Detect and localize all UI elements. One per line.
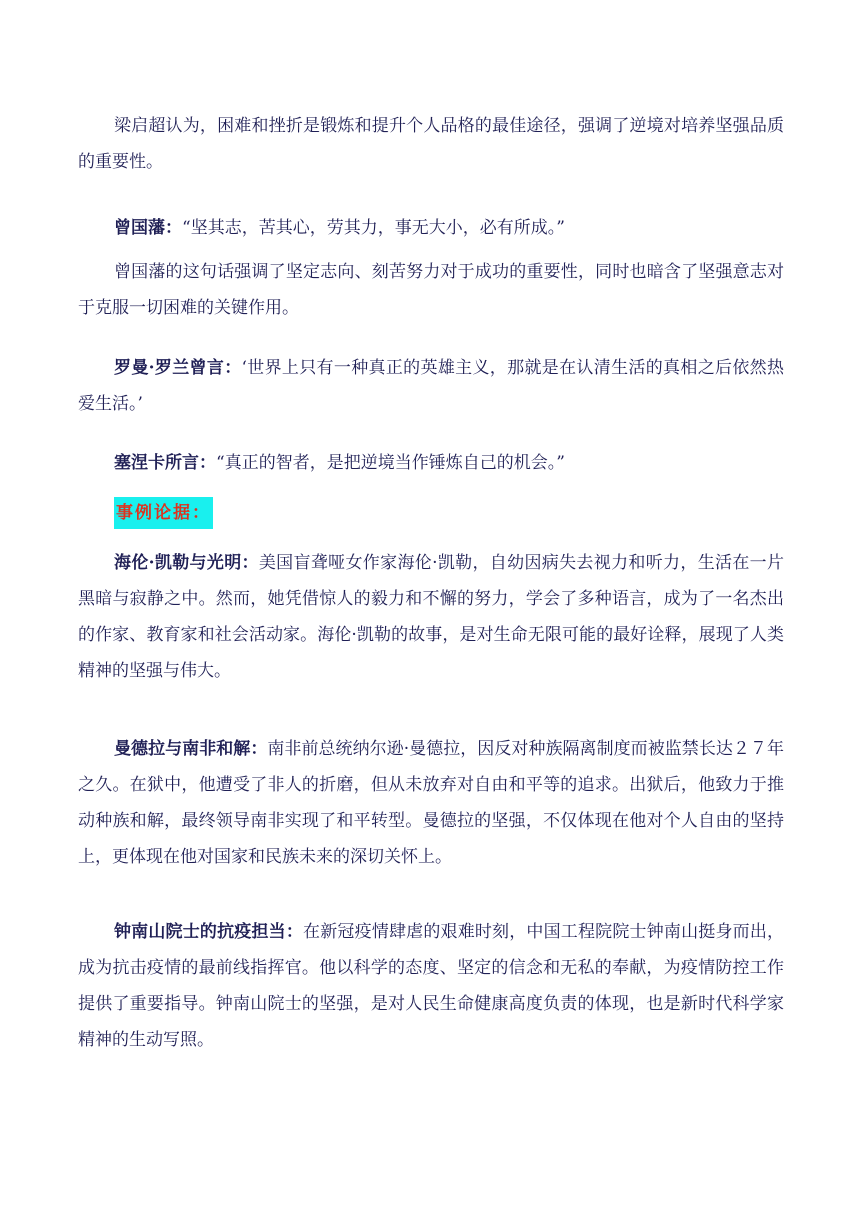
quote-text: “真正的智者，是把逆境当作锤炼自己的机会。”	[216, 453, 565, 473]
paragraph-mandela	[78, 731, 784, 875]
example-title: 海伦·凯勒与光明：	[114, 553, 259, 573]
example-title: 钟南山院士的抗疫担当：	[114, 922, 304, 942]
speaker-label: 塞涅卡所言：	[114, 453, 216, 473]
paragraph-text: 曾国藩的这句话强调了坚定志向、刻苦努力对于成功的重要性，同时也暗含了坚强意志对于克服一切困难的关键作用。	[78, 262, 784, 318]
paragraph-text: 美国盲聋哑女作家海伦·凯勒，自幼因病失去视力和听力，生活在一片黑暗与寂静之中。然而，她凭借惊人的毅力和不懈的努力，学会了多种语言，成为了一名杰出的作家、教育家和社会活动家。海伦·凯勒的故事，是对生命无限可能的最好诠释，展现了人类精神的坚强与伟大。	[78, 553, 784, 681]
paragraph-text: 在新冠疫情肆虐的艰难时刻，中国工程院院士钟南山挺身而出，成为抗击疫情的最前线指挥官。他以科学的态度、坚定的信念和无私的奉献，为疫情防控工作提供了重要指导。钟南山院士的坚强，是对人民生命健康高度负责的体现，也是新时代科学家精神的生动写照。	[78, 922, 785, 1050]
speaker-label: 罗曼·罗兰曾言：	[114, 358, 242, 378]
paragraph-zeng-guofan-quote	[78, 210, 784, 246]
paragraph-text: 南非前总统纳尔逊·曼德拉，因反对种族隔离制度而被监禁长达２７年之久。在狱中，他遭受了非人的折磨，但从未放弃对自由和平等的追求。出狱后，他致力于推动种族和解，最终领导南非实现了和平转型。曼德拉的坚强，不仅体现在他对个人自由的坚持上，更体现在他对国家和民族未来的深切关怀上。	[78, 739, 785, 867]
paragraph-helen-keller	[78, 545, 784, 689]
section-heading-examples: 事例论据：	[114, 497, 213, 529]
quote-text: “坚其志，苦其心，劳其力，事无大小，必有所成。”	[182, 218, 565, 238]
paragraph-zeng-guofan-comment	[78, 254, 784, 326]
paragraph-romain-rolland	[78, 350, 784, 422]
paragraph-liang-qichao	[78, 108, 784, 180]
paragraph-zhong-nanshan	[78, 914, 784, 1058]
speaker-label: 曾国藩：	[114, 218, 182, 238]
quote-text: ‘世界上只有一种真正的英雄主义，那就是在认清生活的真相之后依然热爱生活。’	[78, 358, 785, 414]
example-title: 曼德拉与南非和解：	[114, 739, 268, 759]
paragraph-text: 梁启超认为，困难和挫折是锻炼和提升个人品格的最佳途径，强调了逆境对培养坚强品质的重要性。	[78, 116, 784, 172]
paragraph-seneca	[78, 445, 784, 481]
